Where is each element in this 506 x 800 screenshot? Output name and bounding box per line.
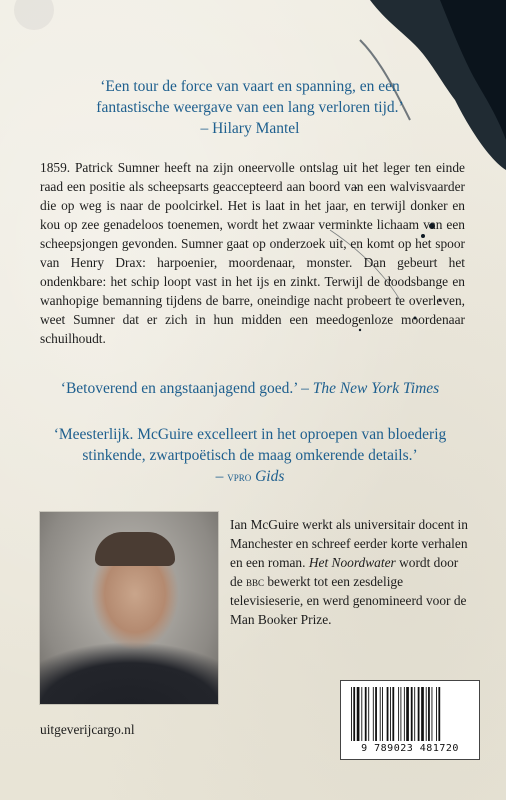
barcode-bar [380,687,381,741]
barcode-bar [432,687,433,741]
author-photo [40,512,218,704]
barcode-bar [398,687,399,741]
barcode-bar [387,687,389,741]
barcode-bar [382,687,383,741]
barcode-bar [390,687,391,741]
synopsis-text: 1859. Patrick Sumner heeft na zijn oneervolle ontslag uit het leger ten einde raad een positie als scheepsarts geaccepteerd aan boord van een walvisvaarder die op weg is naar de poolcirkel. Het is laat in het jaar, en terwijl donker en kou op zee genadeloos toenemen, wordt het zwaar verminkte lichaam van een scheepsjongen gevonden. Sumner gaat op onderzoek uit, en komt op het spoor van Henry Drax: harpoenier, moordenaar, monster. Dan gebeurt het ondenkbare: het schip loopt vast in het ijs en zinkt. Terwijl de doodsbange en wanhopige bemanning tijdens de barre, oneindige nacht probeert te overleven, weet Sumner dat er zich in hun midden een meedogenloze moordenaar schuilhoudt. [40,160,465,346]
barcode-bar [436,687,437,741]
attribution-vpro: vpro [227,469,252,484]
barcode-bar [373,687,374,741]
barcode-bar [411,687,413,741]
publisher-website[interactable]: uitgeverijcargo.nl [40,722,135,737]
barcode-bar [351,687,352,741]
author-photo-hair [95,532,175,566]
barcode-bar [392,687,394,741]
review-quote-top-attribution: – Hilary Mantel [200,120,300,137]
review-quote-bottom-line2: stinkende, zwartpoëtisch de maag omkerende details.’ [82,447,418,464]
barcode-bar [361,687,362,741]
attribution-dash: – [215,468,228,485]
barcode-bar [418,687,420,741]
review-quote-middle-text: ‘Betoverend en angstaanjagend goed.’ – [60,380,313,397]
review-quote-middle [30,378,470,399]
review-quote-bottom-attribution [30,466,470,487]
review-quote-bottom [30,424,470,487]
review-quote-middle-source: The New York Times [312,380,440,397]
review-quote-top-line1: ‘Een tour de force van vaart en spanning, en een [100,78,400,95]
barcode-bar [428,687,430,741]
review-quote-top-line2: fantastische weergave van een lang verloren tijd.’ [96,99,404,116]
author-bio-part3: bewerkt tot een zesdelige televisieserie, en werd genomineerd voor de Man Booker Prize. [230,574,467,627]
barcode-bar [375,687,377,741]
review-quote-top [30,76,470,139]
isbn-number: 9 789023 481720 [361,743,459,754]
isbn-barcode [340,680,480,760]
author-bio [230,515,470,629]
book-title: Het Noordwater [308,555,396,570]
barcode-bar [426,687,427,741]
barcode-bar [438,687,440,741]
barcode-bar [421,687,424,741]
barcode-bar [357,687,360,741]
barcode-bar [414,687,415,741]
barcode-bar [404,687,405,741]
barcode-bar [365,687,367,741]
barcode-bar [368,687,369,741]
barcode-bar [406,687,409,741]
barcode-bar [400,687,401,741]
author-bio-part1: Ian McGuire werkt als universitair docent in Manchester en schreef eerder korte verhalen en een roman. [230,517,468,570]
barcode-bar [353,687,355,741]
review-quote-bottom-line1: ‘Meesterlijk. McGuire excelleert in het oproepen van bloederig [53,426,447,443]
attribution-gids: Gids [255,468,285,485]
bbc-label: bbc [246,574,265,589]
author-bio-part2: wordt door de [230,555,459,589]
barcode-bars [349,687,471,741]
